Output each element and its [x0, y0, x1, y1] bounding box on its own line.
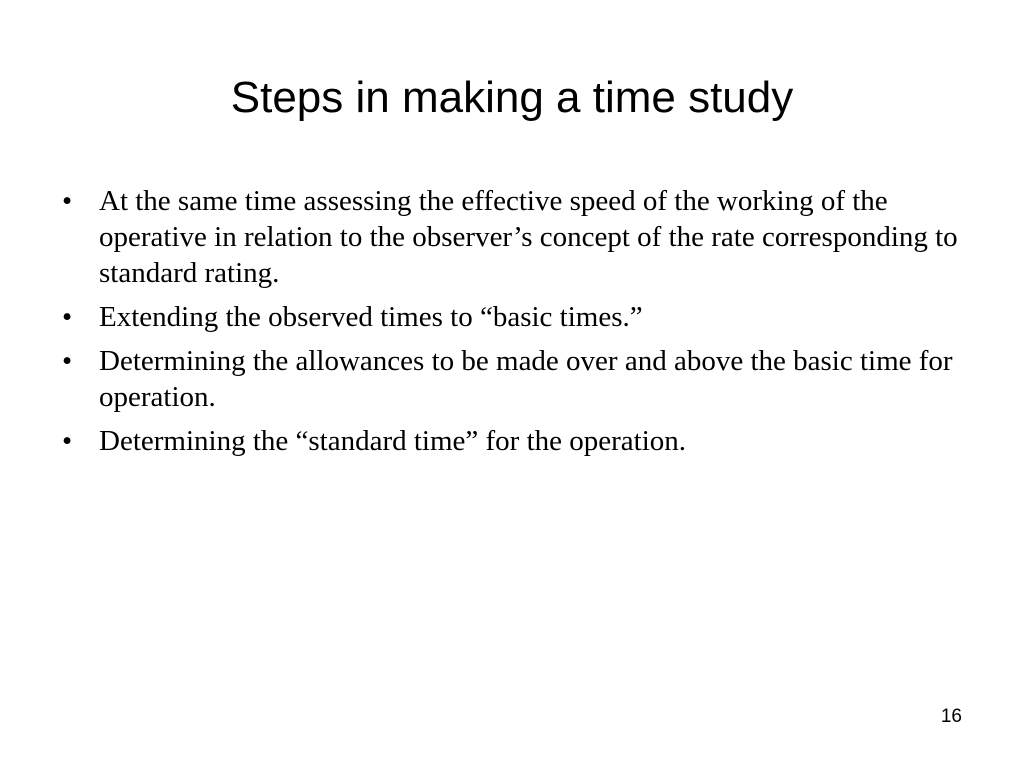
bullet-text: Extending the observed times to “basic times.”: [99, 301, 643, 333]
page-number: 16: [940, 706, 962, 727]
bullet-item: [62, 423, 962, 459]
bullet-icon: •: [62, 345, 73, 377]
bullet-item: [62, 343, 962, 415]
bullet-text: At the same time assessing the effective speed of the working of the operative in relation to the observer’s concept of the rate corresponding to standard rating.: [99, 185, 958, 289]
bullet-text: Determining the “standard time” for the operation.: [99, 425, 687, 457]
bullet-item: [62, 183, 962, 291]
bullet-icon: •: [62, 301, 73, 333]
bullet-text: Determining the allowances to be made over and above the basic time for operation.: [99, 345, 953, 413]
slide-title: Steps in making a time study: [230, 73, 794, 122]
bullet-list: [62, 183, 962, 467]
bullet-icon: •: [62, 425, 73, 457]
bullet-item: [62, 299, 962, 335]
bullet-icon: •: [62, 185, 73, 217]
